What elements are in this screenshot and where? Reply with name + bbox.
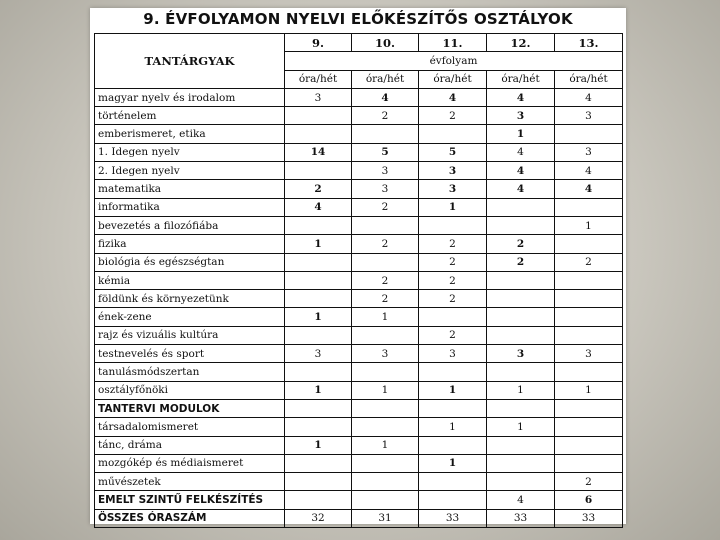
hours-cell: 1 bbox=[352, 436, 419, 454]
grade-header: 10. bbox=[352, 34, 419, 52]
subject-cell: fizika bbox=[95, 235, 285, 253]
hours-cell: 1 bbox=[487, 381, 555, 399]
table-row bbox=[95, 107, 623, 125]
hours-cell bbox=[419, 308, 487, 326]
table-row bbox=[95, 308, 623, 326]
hours-cell: 4 bbox=[487, 180, 555, 198]
hours-cell: 2 bbox=[487, 253, 555, 271]
hours-cell: 1 bbox=[487, 125, 555, 143]
unit-header: óra/hét bbox=[352, 70, 419, 88]
hours-cell: 4 bbox=[419, 88, 487, 106]
hours-cell: 4 bbox=[487, 88, 555, 106]
subject-cell: társadalomismeret bbox=[95, 418, 285, 436]
hours-cell bbox=[555, 399, 623, 417]
hours-cell: 5 bbox=[352, 143, 419, 161]
table-row bbox=[95, 143, 623, 161]
hours-cell bbox=[487, 326, 555, 344]
grade-header: 12. bbox=[487, 34, 555, 52]
hours-cell: 5 bbox=[419, 143, 487, 161]
subject-cell: testnevelés és sport bbox=[95, 345, 285, 363]
page-title: 9. ÉVFOLYAMON NYELVI ELŐKÉSZÍTŐS OSZTÁLYOK bbox=[143, 10, 573, 28]
hours-cell bbox=[352, 216, 419, 234]
hours-cell: 33 bbox=[487, 509, 555, 527]
hours-cell: 3 bbox=[419, 345, 487, 363]
unit-header: óra/hét bbox=[487, 70, 555, 88]
grade-header: 11. bbox=[419, 34, 487, 52]
hours-cell bbox=[487, 271, 555, 289]
grade-header: 13. bbox=[555, 34, 623, 52]
table-row bbox=[95, 216, 623, 234]
table-row bbox=[95, 162, 623, 180]
subject-cell: 2. Idegen nyelv bbox=[95, 162, 285, 180]
subject-cell: emberismeret, etika bbox=[95, 125, 285, 143]
table-row bbox=[95, 473, 623, 491]
hours-cell bbox=[285, 216, 352, 234]
subject-cell: művészetek bbox=[95, 473, 285, 491]
hours-cell bbox=[285, 326, 352, 344]
hours-cell bbox=[285, 418, 352, 436]
subject-cell: mozgókép és médiaismeret bbox=[95, 454, 285, 472]
hours-cell bbox=[285, 491, 352, 509]
hours-cell: 6 bbox=[555, 491, 623, 509]
hours-cell bbox=[285, 125, 352, 143]
hours-cell bbox=[487, 473, 555, 491]
hours-cell bbox=[555, 454, 623, 472]
hours-cell bbox=[487, 363, 555, 381]
hours-cell: 4 bbox=[487, 143, 555, 161]
hours-cell: 1 bbox=[419, 418, 487, 436]
table-row bbox=[95, 454, 623, 472]
hours-cell: 31 bbox=[352, 509, 419, 527]
hours-cell bbox=[555, 198, 623, 216]
table-row bbox=[95, 363, 623, 381]
hours-cell bbox=[352, 399, 419, 417]
hours-cell bbox=[555, 290, 623, 308]
hours-cell bbox=[285, 271, 352, 289]
hours-cell bbox=[285, 399, 352, 417]
hours-cell: 4 bbox=[555, 88, 623, 106]
subject-cell: biológia és egészségtan bbox=[95, 253, 285, 271]
subject-cell: matematika bbox=[95, 180, 285, 198]
hours-cell bbox=[352, 363, 419, 381]
hours-cell: 14 bbox=[285, 143, 352, 161]
hours-cell: 4 bbox=[285, 198, 352, 216]
hours-cell: 32 bbox=[285, 509, 352, 527]
hours-cell: 2 bbox=[352, 290, 419, 308]
unit-header: óra/hét bbox=[555, 70, 623, 88]
hours-cell: 1 bbox=[419, 198, 487, 216]
subject-cell: osztályfőnöki bbox=[95, 381, 285, 399]
hours-cell: 3 bbox=[352, 162, 419, 180]
hours-cell bbox=[555, 125, 623, 143]
hours-cell bbox=[419, 491, 487, 509]
hours-cell: 33 bbox=[419, 509, 487, 527]
hours-cell: 1 bbox=[285, 308, 352, 326]
table-body bbox=[95, 88, 623, 527]
table-row bbox=[95, 253, 623, 271]
hours-cell: 3 bbox=[352, 180, 419, 198]
hours-table bbox=[94, 33, 623, 528]
hours-cell: 4 bbox=[487, 491, 555, 509]
hours-cell bbox=[352, 418, 419, 436]
hours-cell bbox=[487, 216, 555, 234]
unit-header: óra/hét bbox=[285, 70, 352, 88]
table-row bbox=[95, 180, 623, 198]
hours-cell bbox=[419, 436, 487, 454]
table-row bbox=[95, 125, 623, 143]
table-row bbox=[95, 198, 623, 216]
table-row bbox=[95, 418, 623, 436]
hours-cell bbox=[285, 363, 352, 381]
hours-cell bbox=[555, 418, 623, 436]
hours-cell: 4 bbox=[352, 88, 419, 106]
hours-cell: 3 bbox=[555, 107, 623, 125]
table-row bbox=[95, 491, 623, 509]
hours-cell: 2 bbox=[285, 180, 352, 198]
hours-cell: 2 bbox=[419, 235, 487, 253]
table-row bbox=[95, 326, 623, 344]
hours-cell: 4 bbox=[487, 162, 555, 180]
table-row bbox=[95, 88, 623, 106]
unit-header: óra/hét bbox=[419, 70, 487, 88]
hours-cell: 2 bbox=[419, 290, 487, 308]
hours-cell: 1 bbox=[419, 381, 487, 399]
hours-cell: 2 bbox=[352, 235, 419, 253]
subject-cell: TANTERVI MODULOK bbox=[95, 399, 285, 417]
hours-cell: 2 bbox=[555, 253, 623, 271]
subject-cell: ének-zene bbox=[95, 308, 285, 326]
hours-cell: 2 bbox=[419, 326, 487, 344]
hours-cell bbox=[419, 473, 487, 491]
hours-cell: 3 bbox=[419, 180, 487, 198]
hours-cell: 3 bbox=[487, 107, 555, 125]
hours-cell bbox=[285, 253, 352, 271]
table-row bbox=[95, 381, 623, 399]
hours-cell: 2 bbox=[352, 271, 419, 289]
hours-cell bbox=[487, 454, 555, 472]
hours-cell: 2 bbox=[352, 107, 419, 125]
subject-cell: történelem bbox=[95, 107, 285, 125]
hours-cell: 2 bbox=[352, 198, 419, 216]
hours-cell bbox=[487, 308, 555, 326]
subject-cell: magyar nyelv és irodalom bbox=[95, 88, 285, 106]
table-row bbox=[95, 271, 623, 289]
timetable-sheet bbox=[90, 8, 626, 524]
hours-cell: 1 bbox=[285, 436, 352, 454]
hours-cell: 1 bbox=[352, 381, 419, 399]
subject-cell: tanulásmódszertan bbox=[95, 363, 285, 381]
hours-cell: 3 bbox=[285, 345, 352, 363]
hours-cell bbox=[419, 216, 487, 234]
subject-cell: földünk és környezetünk bbox=[95, 290, 285, 308]
table-row bbox=[95, 436, 623, 454]
subject-cell: ÖSSZES ÓRASZÁM bbox=[95, 509, 285, 527]
hours-cell bbox=[352, 454, 419, 472]
hours-cell: 1 bbox=[555, 216, 623, 234]
hours-cell bbox=[285, 107, 352, 125]
hours-cell: 1 bbox=[555, 381, 623, 399]
grade-header: 9. bbox=[285, 34, 352, 52]
hours-cell: 2 bbox=[555, 473, 623, 491]
hours-cell bbox=[285, 473, 352, 491]
hours-cell: 3 bbox=[419, 162, 487, 180]
hours-cell bbox=[555, 326, 623, 344]
hours-cell bbox=[555, 308, 623, 326]
subject-cell: 1. Idegen nyelv bbox=[95, 143, 285, 161]
hours-cell bbox=[285, 290, 352, 308]
hours-cell: 3 bbox=[487, 345, 555, 363]
hours-cell: 1 bbox=[419, 454, 487, 472]
hours-cell bbox=[285, 162, 352, 180]
hours-cell bbox=[352, 326, 419, 344]
hours-cell: 2 bbox=[419, 253, 487, 271]
hours-cell: 1 bbox=[352, 308, 419, 326]
hours-cell bbox=[419, 399, 487, 417]
hours-cell: 3 bbox=[352, 345, 419, 363]
hours-cell bbox=[419, 125, 487, 143]
hours-cell bbox=[555, 436, 623, 454]
hours-cell: 1 bbox=[285, 381, 352, 399]
hours-cell bbox=[352, 125, 419, 143]
subject-cell: kémia bbox=[95, 271, 285, 289]
hours-cell: 2 bbox=[487, 235, 555, 253]
table-row bbox=[95, 345, 623, 363]
hours-cell bbox=[419, 363, 487, 381]
hours-cell: 3 bbox=[555, 345, 623, 363]
hours-cell: 1 bbox=[487, 418, 555, 436]
hours-cell bbox=[352, 473, 419, 491]
table-row bbox=[95, 290, 623, 308]
hours-cell: 4 bbox=[555, 180, 623, 198]
hours-cell bbox=[487, 399, 555, 417]
table-row bbox=[95, 235, 623, 253]
hours-cell bbox=[352, 253, 419, 271]
hours-cell bbox=[352, 491, 419, 509]
hours-cell: 2 bbox=[419, 271, 487, 289]
subject-cell: tánc, dráma bbox=[95, 436, 285, 454]
hours-cell: 3 bbox=[285, 88, 352, 106]
subjects-header: TANTÁRGYAK bbox=[95, 34, 285, 89]
hours-cell bbox=[487, 198, 555, 216]
hours-cell: 33 bbox=[555, 509, 623, 527]
hours-cell: 4 bbox=[555, 162, 623, 180]
hours-cell bbox=[555, 235, 623, 253]
subject-cell: rajz és vizuális kultúra bbox=[95, 326, 285, 344]
hours-cell bbox=[285, 454, 352, 472]
subject-cell: informatika bbox=[95, 198, 285, 216]
hours-cell bbox=[555, 363, 623, 381]
table-row bbox=[95, 399, 623, 417]
table-row bbox=[95, 509, 623, 527]
subject-cell: EMELT SZINTŰ FELKÉSZÍTÉS bbox=[95, 491, 285, 509]
hours-cell bbox=[487, 436, 555, 454]
hours-cell bbox=[487, 290, 555, 308]
hours-cell: 2 bbox=[419, 107, 487, 125]
year-label: évfolyam bbox=[285, 52, 623, 70]
hours-cell bbox=[555, 271, 623, 289]
hours-cell: 1 bbox=[285, 235, 352, 253]
subject-cell: bevezetés a filozófiába bbox=[95, 216, 285, 234]
hours-cell: 3 bbox=[555, 143, 623, 161]
